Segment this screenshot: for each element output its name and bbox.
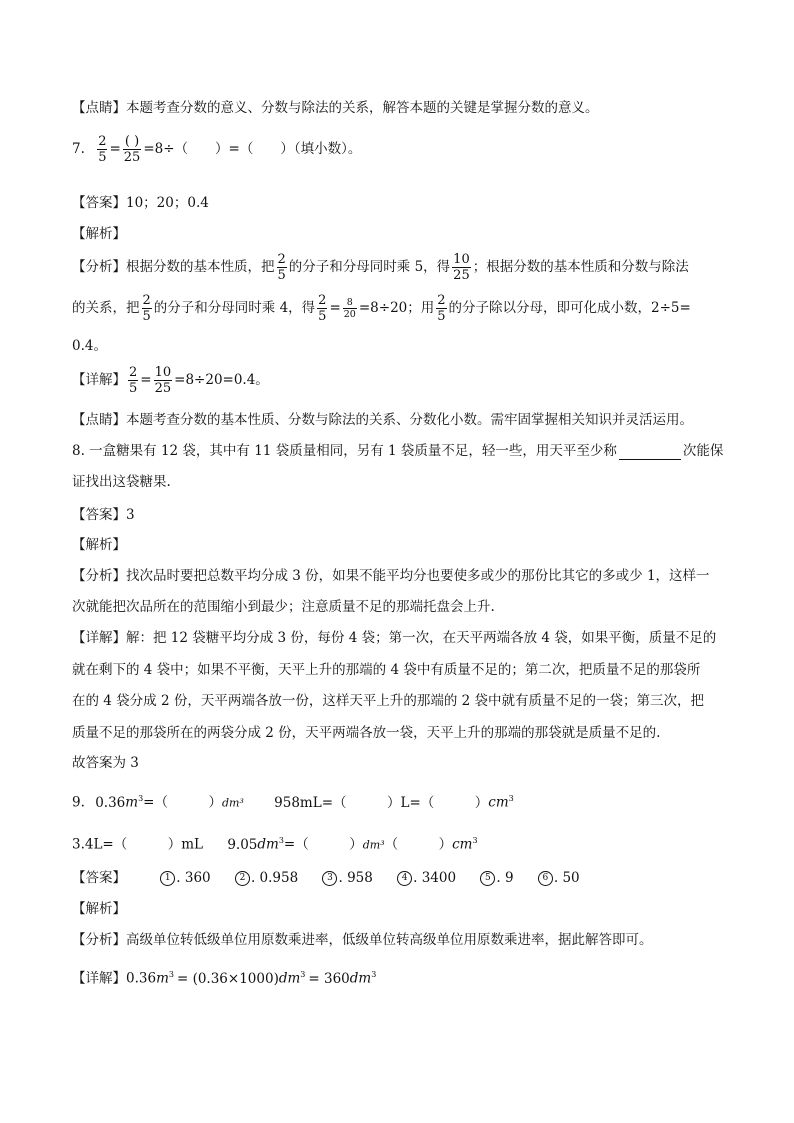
fraction-blank: $\frac{( )}{25}$: [123, 134, 141, 165]
analysis-9: [72, 931, 653, 949]
analysis-7-line1: [72, 252, 689, 283]
unit: m: [156, 970, 169, 987]
text: 找次品时要把总数平均分成 3 份，如果不能平均分也要使多或少的那份比其它的多或少 1，这样一: [126, 568, 710, 584]
text: =（ ）: [143, 794, 222, 811]
analysis-tag: 【分析】: [72, 259, 126, 275]
text: 0.4。: [72, 338, 107, 354]
exponent: 3: [300, 970, 306, 979]
fraction: $\frac{2}{5}$: [129, 365, 138, 396]
equals: =: [140, 372, 152, 388]
question-8-line2: [72, 473, 171, 491]
answer-tag: 【答案】: [72, 870, 126, 886]
circled-number: 2: [235, 871, 250, 886]
question-number: 7.: [72, 141, 85, 157]
fill-blank[interactable]: [619, 459, 681, 460]
question-8-line1: [72, 442, 723, 460]
circled-number: 6: [538, 871, 553, 886]
circled-number: 5: [480, 871, 495, 886]
circled-number: 1: [160, 871, 175, 886]
text: 9.05: [227, 836, 258, 853]
exponent: 3: [371, 970, 377, 979]
text: 的分子除以分母，即可化成小数，2÷5=: [448, 300, 691, 316]
unit: m: [125, 794, 139, 811]
answer-text: 10；20；0.4: [126, 195, 209, 211]
dianjing-text: 本题考查分数的意义、分数与除法的关系，解答本题的关键是掌握分数的意义。: [126, 100, 599, 116]
text: = 360: [308, 970, 350, 987]
text: 根据分数的基本性质，把: [126, 259, 275, 275]
exponent: 3: [138, 794, 144, 803]
answer-item: 3 . 958: [322, 870, 372, 886]
text: 证找出这袋糖果.: [72, 474, 171, 490]
text: 的分子和分母同时乘 5，得: [288, 259, 451, 275]
fraction: $\frac{2}{5}$: [98, 134, 107, 165]
unit: dm: [257, 836, 279, 853]
answer-9: [72, 869, 600, 887]
conclusion-8: [72, 754, 139, 772]
text: 次就能把次品所在的范围缩小到最少；注意质量不足的那端托盘会上升.: [72, 599, 495, 615]
text: ；根据分数的基本性质和分数与除法: [472, 259, 689, 275]
text: 0.36: [126, 970, 157, 987]
dianjing-tag: 【点睛】: [72, 412, 126, 428]
unit: cm: [452, 836, 473, 853]
text: 次能保: [682, 443, 724, 459]
dianjing-tag: 【点睛】: [72, 100, 126, 116]
p1-line: [72, 99, 599, 117]
fraction: $\frac{2}{5}$: [277, 252, 286, 283]
analysis-7-line2: [72, 293, 691, 324]
text: 0.36: [95, 794, 126, 811]
text: 故答案为 3: [72, 755, 139, 771]
text: 8. 一盒糖果有 12 袋，其中有 11 袋质量相同，另有 1 袋质量不足，轻一些，用天平至少称: [72, 443, 617, 459]
text: 在的 4 袋分成 2 份，天平两端各放一份，这样天平上升的那端的 2 袋中就有质量不足的一袋；第三次，把: [72, 693, 705, 709]
exponent: 3: [472, 836, 478, 845]
answer-7: [72, 194, 209, 212]
jiexi-9: [72, 900, 126, 918]
dianjing-7: [72, 411, 693, 429]
analysis-tag: 【分析】: [72, 932, 126, 948]
text: 本题考查分数的基本性质、分数与除法的关系、分数化小数。需牢固掌握相关知识并灵活运用。: [126, 412, 693, 428]
fraction: $\frac{2}{5}$: [142, 293, 151, 324]
text: =（ ）: [283, 836, 363, 853]
answer-item: 1 . 360: [160, 870, 210, 886]
answer-tag: 【答案】: [72, 507, 126, 523]
jiexi-8: [72, 536, 126, 554]
jiexi-tag: 【解析】: [72, 901, 126, 917]
text: 958mL=（ ）L=（ ）: [274, 794, 489, 811]
text: 质量不足的那袋所在的两袋分成 2 份，天平两端各放一袋，天平上升的那端的那袋就是质量不足的.: [72, 725, 661, 741]
unit: dm³: [221, 796, 244, 810]
analysis-tag: 【分析】: [72, 568, 126, 584]
fraction: $\frac{2}{5}$: [318, 293, 327, 324]
detail-9: [72, 966, 376, 988]
fraction: $\frac{2}{5}$: [437, 293, 446, 324]
answer-text: 3: [126, 507, 135, 523]
detail-8-line3: [72, 692, 704, 710]
detail-tag: 【详解】: [72, 970, 126, 987]
question-7: [72, 134, 361, 165]
fraction: $\frac{10}{25}$: [154, 365, 172, 396]
analysis-7-line3: [72, 337, 107, 355]
detail-8-line4: [72, 724, 660, 742]
text: 的关系，把: [72, 300, 140, 316]
text: （ ）: [384, 836, 453, 853]
detail-8-line1: [72, 629, 716, 647]
unit: dm³: [362, 838, 385, 852]
circled-number: 4: [397, 871, 412, 886]
text: 解：把 12 袋糖平均分成 3 份，每份 4 袋；第一次，在天平两端各放 4 袋，如果平衡，质量不足的: [126, 630, 717, 646]
detail-tag: 【详解】: [72, 372, 126, 388]
answer-item: 4 . 3400: [397, 870, 456, 886]
circled-number: 3: [322, 871, 337, 886]
question-number: 9.: [72, 794, 85, 811]
text: 就在剩下的 4 袋中；如果不平衡，天平上升的那端的 4 袋中有质量不足的；第二次，把质量不足的那袋所: [72, 662, 701, 678]
analysis-8-line1: [72, 567, 710, 585]
fraction-small: $\frac{8}{20}$: [343, 297, 356, 320]
equals: =: [329, 300, 341, 316]
unit: dm: [278, 970, 301, 987]
question-9-line1: [72, 790, 514, 813]
fraction: $\frac{10}{25}$: [453, 252, 470, 283]
equals: =: [109, 141, 121, 157]
detail-tag: 【详解】: [72, 630, 126, 646]
jiexi-tag: 【解析】: [72, 537, 126, 553]
answer-8: [72, 506, 135, 524]
unit: dm: [349, 970, 372, 987]
text: 高级单位转低级单位用原数乘进率，低级单位转高级单位用原数乘进率，据此解答即可。: [126, 932, 653, 948]
question-7-rest: =8÷（ ）=（ ）（填小数）。: [143, 141, 362, 157]
text: 的分子和分母同时乘 4，得: [153, 300, 316, 316]
exponent: 3: [508, 794, 514, 803]
jiexi-7: [72, 225, 126, 243]
exponent: 3: [278, 836, 284, 845]
unit: cm: [488, 794, 509, 811]
detail-8-line2: [72, 661, 700, 679]
answer-item: 6 . 50: [538, 870, 580, 886]
text: 3.4L=（ ）mL: [72, 836, 204, 853]
text: = (0.36×1000): [176, 970, 279, 987]
analysis-8-line2: [72, 598, 495, 616]
text: =8÷20=0.4。: [174, 372, 269, 388]
jiexi-tag: 【解析】: [72, 226, 126, 242]
answer-item: 2 . 0.958: [235, 870, 298, 886]
answer-item: 5 . 9: [480, 870, 513, 886]
exponent: 3: [168, 970, 174, 979]
question-9-line2: [72, 832, 478, 855]
answer-tag: 【答案】: [72, 195, 126, 211]
text: =8÷20；用: [358, 300, 435, 316]
detail-7: [72, 365, 269, 396]
